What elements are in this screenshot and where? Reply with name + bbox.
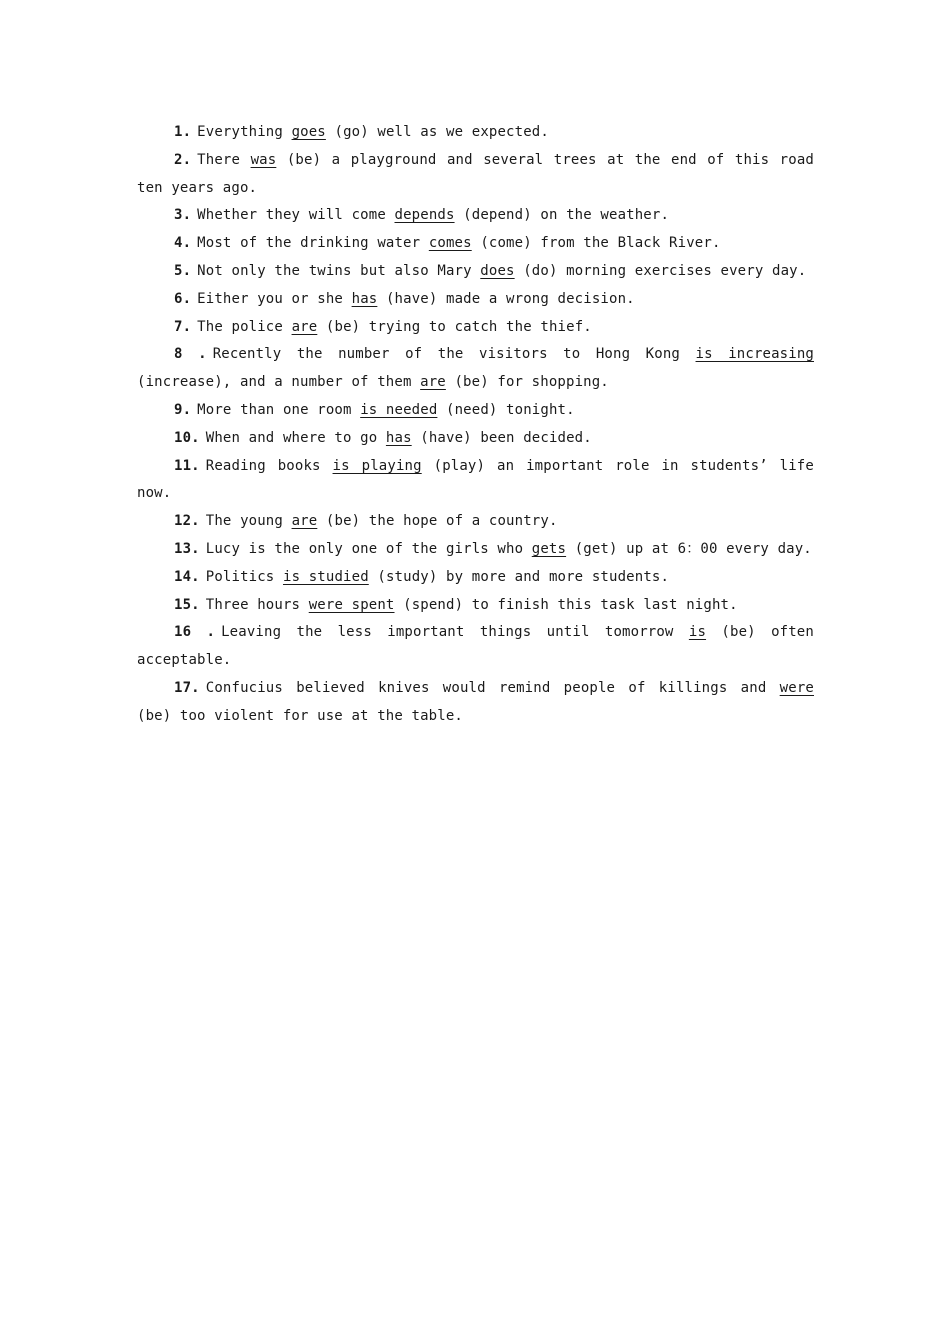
exercise-item-10 (137, 425, 814, 453)
item-number: 12. (174, 513, 200, 530)
item-number: 6. (174, 290, 192, 307)
answer-blank-2: are (420, 374, 446, 391)
item-number: 4. (174, 235, 192, 252)
item-text-before: Either you or she (197, 290, 344, 307)
item-text-after: (have) made a wrong decision. (385, 290, 635, 307)
item-text-before: More than one room (197, 401, 352, 418)
exercise-list (137, 119, 814, 731)
exercise-item-9 (137, 397, 814, 425)
item-text-before: The young (205, 513, 283, 530)
exercise-item-13 (137, 536, 814, 564)
item-text-before: When and where to go (205, 429, 378, 446)
answer-blank: is (688, 624, 707, 641)
exercise-item-7 (137, 314, 814, 342)
item-text-before: Three hours (205, 596, 301, 613)
exercise-item-6 (137, 286, 814, 314)
item-text-before: The police (197, 318, 283, 335)
item-number: 13. (174, 540, 200, 557)
exercise-item-14 (137, 564, 814, 592)
item-text-after: (have) been decided. (420, 429, 592, 446)
item-text-before: Not only the twins but also Mary (197, 262, 472, 279)
item-text-after: (be) often acceptable. (137, 624, 814, 669)
item-number: 15. (174, 596, 200, 613)
answer-blank: depends (394, 207, 455, 224)
item-text-before: Reading books (205, 457, 321, 474)
item-text-after: (do) morning exercises every day. (523, 262, 807, 279)
item-text-after: (study) by more and more students. (377, 568, 670, 585)
item-text-after-2: (be) for shopping. (454, 374, 609, 391)
exercise-item-17 (137, 675, 814, 731)
answer-blank: is studied (282, 568, 369, 585)
item-text-after: (be) the hope of a country. (325, 513, 558, 530)
answer-blank: were (779, 679, 814, 696)
item-text-after: (come) from the Black River. (480, 235, 721, 252)
answer-blank: are (291, 513, 318, 530)
item-number: 10. (174, 429, 200, 446)
exercise-item-5 (137, 258, 814, 286)
item-text-before: Recently the number of the visitors to Hong Kong (212, 346, 680, 363)
item-number: 11. (174, 457, 200, 474)
item-text-before: There (197, 151, 241, 168)
item-text-after: (go) well as we expected. (334, 124, 549, 140)
answer-blank: has (385, 429, 412, 446)
exercise-item-2 (137, 147, 814, 203)
answer-blank: was (250, 151, 277, 168)
item-text-after: (increase), and a number of them (137, 374, 412, 391)
item-text-before: Politics (205, 568, 275, 585)
exercise-item-11 (137, 453, 814, 509)
item-text-after: (be) a playground and several trees at the end of this road ten years ago. (137, 151, 814, 196)
item-number: 7. (174, 318, 192, 335)
answer-blank: is playing (332, 457, 422, 474)
exercise-item-15 (137, 592, 814, 620)
item-number: 14. (174, 568, 200, 585)
exercise-item-1 (137, 119, 814, 147)
answer-blank: gets (531, 540, 567, 557)
item-number: 16 . (174, 624, 216, 641)
exercise-item-12 (137, 508, 814, 536)
item-text-before: Leaving the less important things until tomorrow (221, 624, 674, 641)
item-text-before: Whether they will come (197, 207, 386, 224)
exercise-item-16 (137, 619, 814, 675)
exercise-item-8 (137, 341, 814, 397)
item-text-before: Confucius believed knives would remind people of killings and (205, 679, 767, 696)
item-text-after: (play) an important role in students’ life now. (137, 457, 814, 502)
item-text-before: Lucy is the only one of the girls who (205, 540, 524, 557)
item-text-before: Most of the drinking water (197, 235, 421, 252)
item-text-after: (be) too violent for use at the table. (137, 707, 463, 724)
answer-blank: does (480, 262, 515, 279)
exercise-item-4 (137, 230, 814, 258)
answer-blank: goes (291, 124, 326, 140)
item-number: 17. (174, 679, 200, 696)
item-text-after: (need) tonight. (446, 401, 575, 418)
item-number: 2. (174, 151, 192, 168)
item-text-before: Everything (197, 124, 283, 140)
answer-blank: has (351, 290, 378, 307)
item-text-after: (get) up at 6：00 every day. (574, 540, 812, 557)
exercise-item-3 (137, 202, 814, 230)
item-number: 1. (174, 124, 192, 140)
item-text-after: (spend) to finish this task last night. (403, 596, 738, 613)
item-text-after: (be) trying to catch the thief. (325, 318, 592, 335)
item-number: 8 . (174, 346, 207, 363)
answer-blank: comes (428, 235, 472, 252)
answer-blank: is needed (360, 401, 438, 418)
item-number: 5. (174, 262, 192, 279)
item-number: 3. (174, 207, 192, 224)
item-text-after: (depend) on the weather. (463, 207, 670, 224)
item-number: 9. (174, 401, 192, 418)
answer-blank: is increasing (695, 346, 814, 363)
answer-blank: were spent (308, 596, 395, 613)
answer-blank: are (291, 318, 318, 335)
